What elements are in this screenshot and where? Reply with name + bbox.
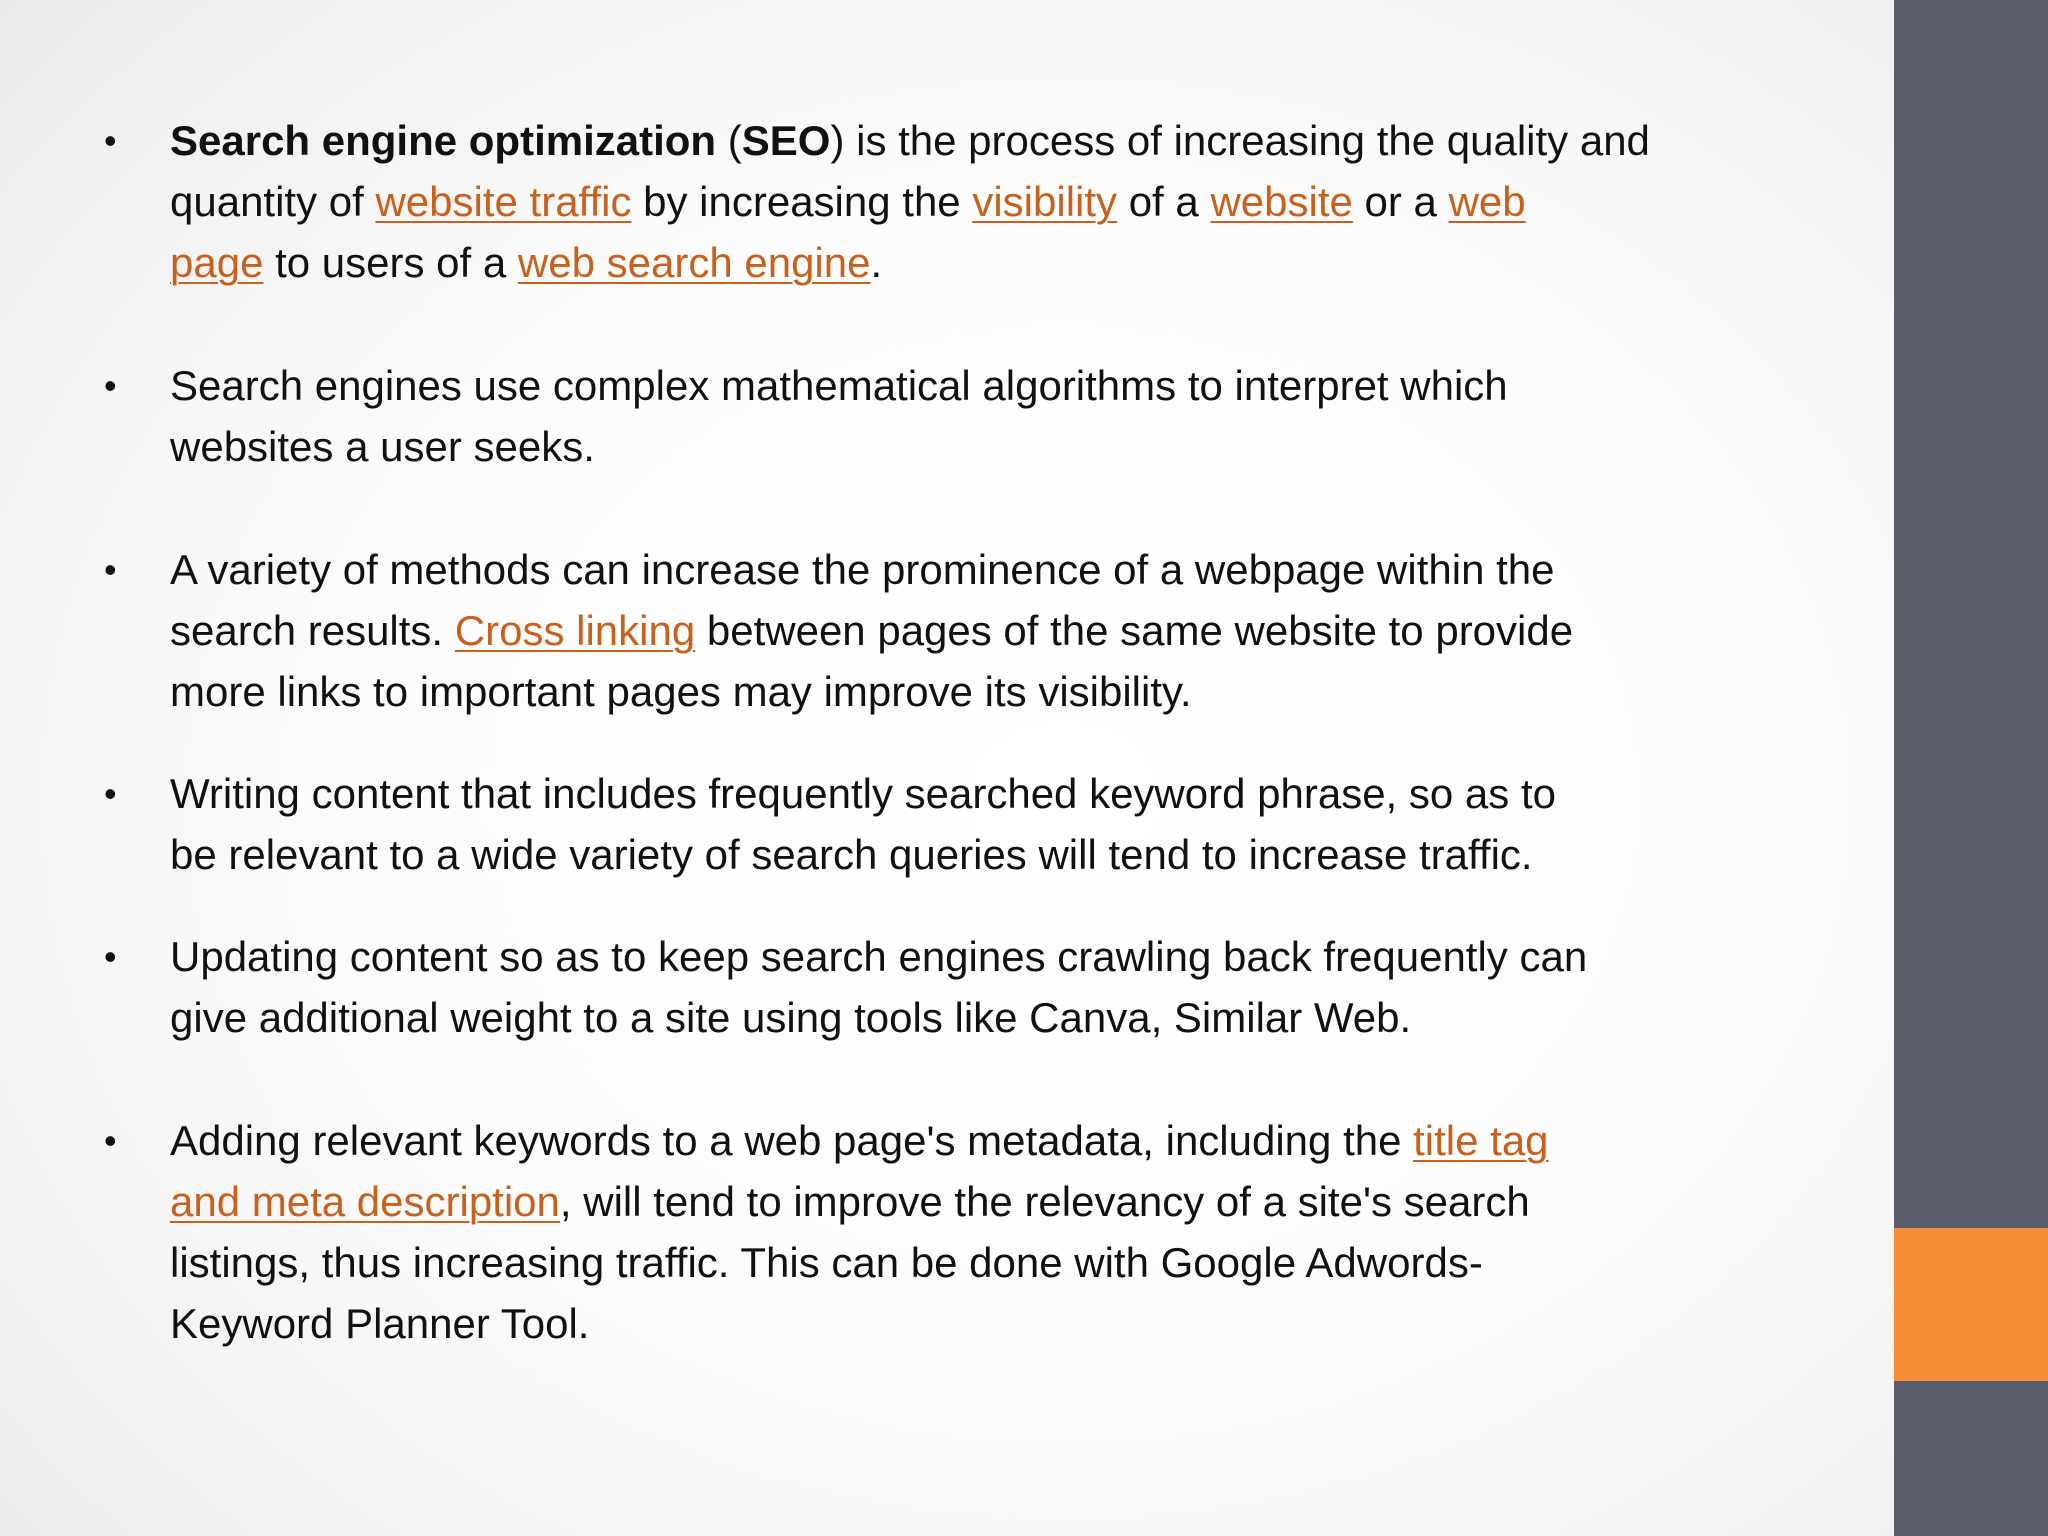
bullet-list	[100, 110, 1800, 1354]
link-website[interactable]: website	[1210, 178, 1353, 225]
link-web-page[interactable]: web	[1448, 178, 1526, 225]
text: by increasing the	[631, 178, 973, 225]
link-title-tag-meta-description[interactable]: title tag	[1413, 1117, 1549, 1164]
text: websites a user seeks.	[170, 423, 595, 470]
link-website-traffic[interactable]: website traffic	[375, 178, 632, 225]
seo-abbr: SEO	[741, 117, 831, 164]
link-title-tag-meta-description[interactable]: and meta description	[170, 1178, 560, 1225]
text: Keyword Planner Tool.	[170, 1300, 590, 1347]
text: .	[870, 239, 883, 286]
bullet-dot-icon: •	[104, 365, 117, 406]
bullet-updating-content	[100, 926, 1800, 1048]
text: quantity of	[170, 178, 376, 225]
link-visibility[interactable]: visibility	[972, 178, 1118, 225]
bullet-seo-definition	[100, 110, 1800, 293]
text: Writing content that includes frequently searched keyword phrase, so as to	[170, 770, 1556, 817]
text: of a	[1117, 178, 1211, 225]
bullet-algorithms	[100, 355, 1800, 477]
bullet-dot-icon: •	[104, 549, 117, 590]
bullet-methods	[100, 539, 1800, 722]
text: A variety of methods can increase the prominence of a webpage within the	[170, 546, 1555, 593]
text: , will tend to improve the relevancy of a site's search	[559, 1178, 1530, 1225]
text: more links to important pages may improve its visibility.	[170, 668, 1192, 715]
bullet-metadata-keywords	[100, 1110, 1800, 1354]
text: Updating content so as to keep search engines crawling back frequently can	[170, 933, 1588, 980]
text: or a	[1352, 178, 1449, 225]
text: Search engines use complex mathematical algorithms to interpret which	[170, 362, 1508, 409]
bullet-dot-icon: •	[104, 120, 117, 161]
sidebar-accent-block	[1894, 1228, 2048, 1381]
link-cross-linking[interactable]: Cross linking	[454, 607, 696, 654]
text: listings, thus increasing traffic. This can be done with Google Adwords-	[170, 1239, 1483, 1286]
text: to users of a	[263, 239, 518, 286]
text: give additional weight to a site using tools like Canva, Similar Web.	[170, 994, 1412, 1041]
seo-term: Search engine optimization	[170, 117, 717, 164]
text: be relevant to a wide variety of search queries will tend to increase traffic.	[170, 831, 1533, 878]
text: ) is the process of increasing the quality and	[830, 117, 1650, 164]
sidebar-decoration	[1894, 0, 2048, 1536]
text: between pages of the same website to provide	[695, 607, 1574, 654]
text: Adding relevant keywords to a web page's metadata, including the	[170, 1117, 1414, 1164]
text: (	[716, 117, 742, 164]
link-web-search-engine[interactable]: web search engine	[517, 239, 871, 286]
bullet-dot-icon: •	[104, 773, 117, 814]
link-web-page[interactable]: page	[170, 239, 264, 286]
bullet-writing-content	[100, 763, 1800, 885]
bullet-dot-icon: •	[104, 936, 117, 977]
text: search results.	[170, 607, 455, 654]
bullet-dot-icon: •	[104, 1120, 117, 1161]
